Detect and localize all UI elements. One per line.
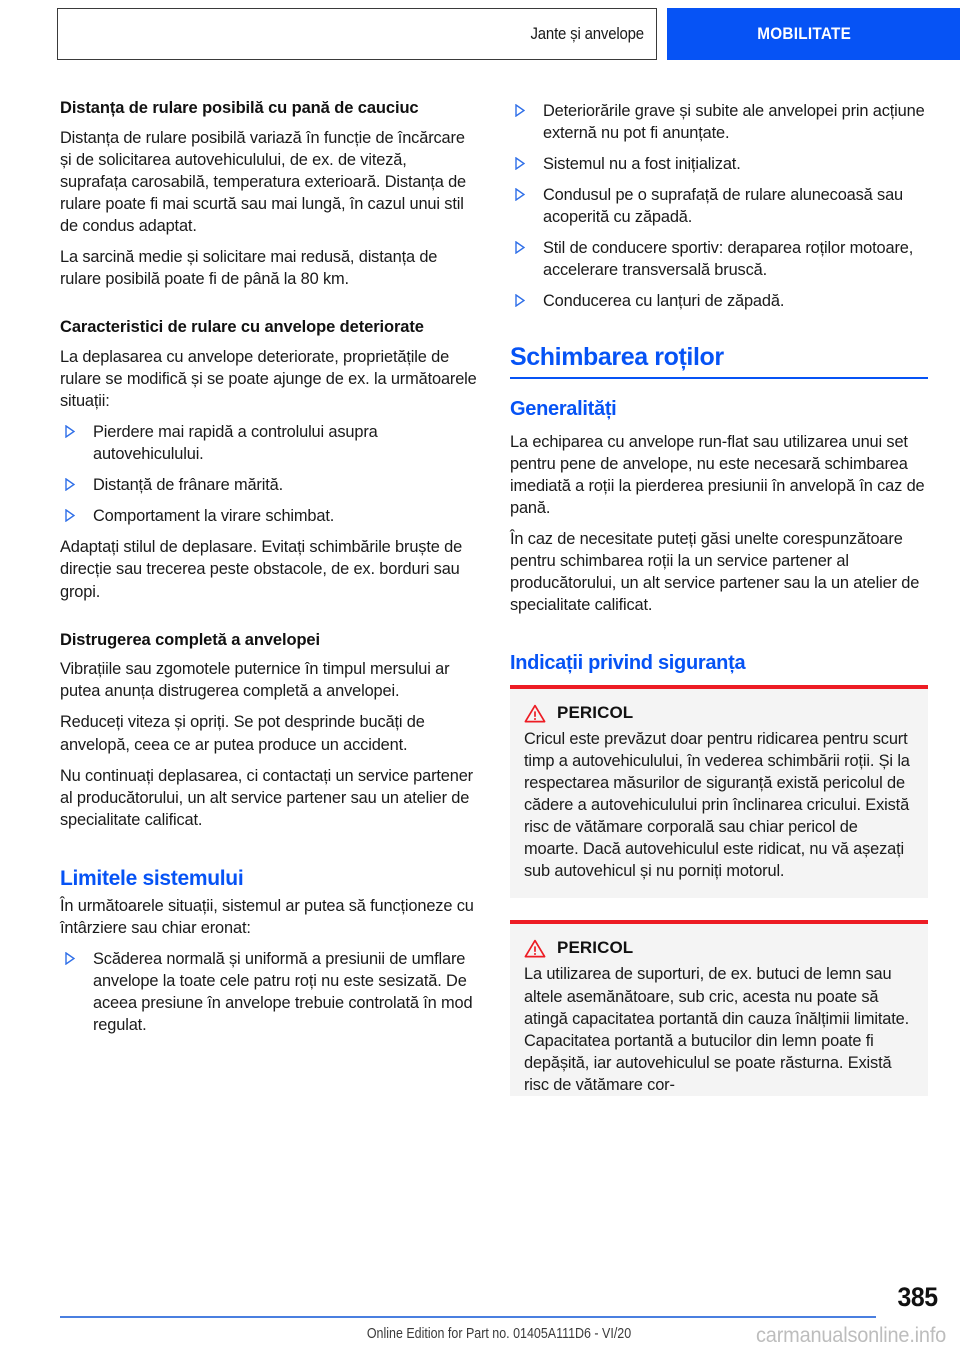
list-item-label: Conducerea cu lanțuri de zăpadă. [543,292,785,311]
spacer [60,299,478,317]
warning-box-pericol-cric [510,685,928,898]
list-item-label: Scăderea normală și uniformă a presiunii de umflare anvelope la toate cele patru roți nu este sesizată. De aceea presiune în anvelope trebuie controlată în mod regulat. [93,950,473,1035]
paragraph: La echiparea cu anvelope run-flat sau utilizarea unui set pentru pene de anvelope, nu este necesară schimbarea imediată a roții la pierderea presiunii în anvelopă în caz de pană. [510,432,925,517]
bullet-list-caracteristici [60,421,478,527]
list-item [510,153,928,175]
list-item-label: Condusul pe o suprafață de rulare alunecoasă sau acoperită cu zăpadă. [543,186,904,227]
warning-triangle-icon [524,939,546,958]
left-column [60,98,478,1040]
list-item-label: Sistemul nu a fost inițializat. [543,155,741,174]
list-item [60,948,478,1036]
list-item [510,184,928,228]
spacer [510,625,928,651]
spacer [510,317,928,343]
paragraph: Nu continuați deplasarea, ci contactați un service partener al producătorului, un alt service partener sau un atelier de specialitate calificat. [60,766,473,829]
spacer [60,612,478,630]
paragraph: Reduceți viteza și opriți. Se pot desprinde bucăți de anvelopă, ceea ce ar putea produce un accident. [60,713,425,754]
page-header [57,8,960,60]
triangle-bullet-icon [515,241,525,254]
section-title-schimbarea-rotilor: Schimbarea roților [510,343,928,379]
spacer [60,840,478,866]
warning-title-label: PERICOL [557,703,634,722]
triangle-bullet-icon [515,104,525,117]
paragraph: La sarcină medie și solicitare mai redusă, distanța de rulare posibilă poate fi de până la 80 km. [60,248,438,289]
paragraph: Distanța de rulare posibilă variază în funcție de încărcare și de solicitarea autovehiculului, de ex. de viteză, suprafața carosabilă, temperatura exterioară. Distanța de rulare poate fi mai scurtă sau mai lungă, în cazul unui stil de condus adaptat. [60,128,466,236]
header-section-label: MOBILITATE [757,24,852,43]
warning-title-label: PERICOL [557,938,634,958]
triangle-bullet-icon [65,509,75,522]
list-item-label: Distanță de frânare mărită. [93,476,283,495]
heading-distrugerea-completa: Distrugerea completă a anvelopei [60,630,320,649]
list-item [510,237,928,281]
paragraph: În următoarele situații, sistemul ar putea să funcționeze cu întârziere sau chiar eronat: [60,896,474,938]
triangle-bullet-icon [65,478,75,491]
paragraph: În caz de necesitate puteți găsi unelte corespunzătoare pentru schimbarea roții la un service partener al producătorului, un alt service partener sau la un atelier de specialitate calificat. [510,529,920,614]
list-item-label: Deteriorările grave și subite ale anvelopei prin acțiune externă nu pot fi anunțate. [543,102,925,143]
bullet-list-limite-continued [510,100,928,313]
heading-generalitati: Generalități [510,397,617,420]
list-item [60,421,478,465]
page-content [0,98,960,1282]
heading-caracteristici-rulare: Caracteristici de rulare cu anvelope deteriorate [60,318,424,337]
page-number: 385 [897,1282,938,1312]
paragraph: Adaptați stilul de deplasare. Evitați schimbările bruște de direcție sau trecerea peste obstacole, de ex. borduri sau gropi. [60,538,463,601]
triangle-bullet-icon [515,294,525,307]
spacer [510,379,928,397]
triangle-bullet-icon [65,952,75,965]
list-item-label: Pierdere mai rapidă a controlului asupra autovehiculului. [93,423,378,464]
header-chapter-box [57,8,657,60]
footer-edition-note: Online Edition for Part no. 01405A111D6 - VI/20 [366,1326,632,1342]
footer-divider [60,1316,876,1318]
triangle-bullet-icon [515,157,525,170]
triangle-bullet-icon [515,188,525,201]
warning-triangle-icon [524,704,546,723]
list-item-label: Stil de conducere sportiv: deraparea roților motoare, accelerare transversală bruscă. [543,239,914,280]
right-column [510,98,928,1096]
site-watermark: carmanualsonline.info [755,1324,946,1347]
heading-distanta-rulare: Distanța de rulare posibilă cu pană de cauciuc [60,99,419,117]
page-footer [60,1282,946,1362]
list-item [510,290,928,312]
bullet-list-limite [60,948,478,1036]
header-section-tab [667,8,960,60]
heading-indicatii-siguranta: Indicații privind siguranța [510,652,746,674]
heading-limitele-sistemului: Limitele sistemului [60,866,244,890]
warning-title-row [524,703,914,723]
paragraph: La deplasarea cu anvelope deteriorate, proprietățile de rulare se modifică și se poate ajunge de ex. la următoarele situații: [60,347,477,411]
warning-text: Cricul este prevăzut doar pentru ridicarea pentru scurt timp a autovehiculului, în vederea schimbării roții. Și la respectarea măsurilor de siguranță există pericolul de cădere a autovehiculului prin înclinarea cricului. Există risc de vătămare corporală sau chiar pericol de moarte. Dacă autovehiculul este ridicat, nu vă așezați sub autovehicul și nu porniți motorul. [524,730,910,881]
header-chapter-label: Jante și anvelope [530,24,644,43]
warning-title-row [524,938,914,958]
triangle-bullet-icon [65,425,75,438]
warning-box-pericol-suporturi [510,920,928,1095]
list-item [60,505,478,527]
warning-text: La utilizarea de suporturi, de ex. butuci de lemn sau altele asemănătoare, sub cric, acesta nu poate să atingă capacitatea portantă din cauza înălțimii limitate. Capacitatea portantă a butucilor din lemn poate fi depășită, iar autovehiculul se poate răsturna. Există risc de vătămare cor- [524,965,910,1094]
paragraph: Vibrațiile sau zgomotele puternice în timpul mersului ar putea anunța distrugerea completă a anvelopei. [60,660,450,701]
list-item [510,100,928,144]
list-item-label: Comportament la virare schimbat. [93,507,335,526]
list-item [60,474,478,496]
